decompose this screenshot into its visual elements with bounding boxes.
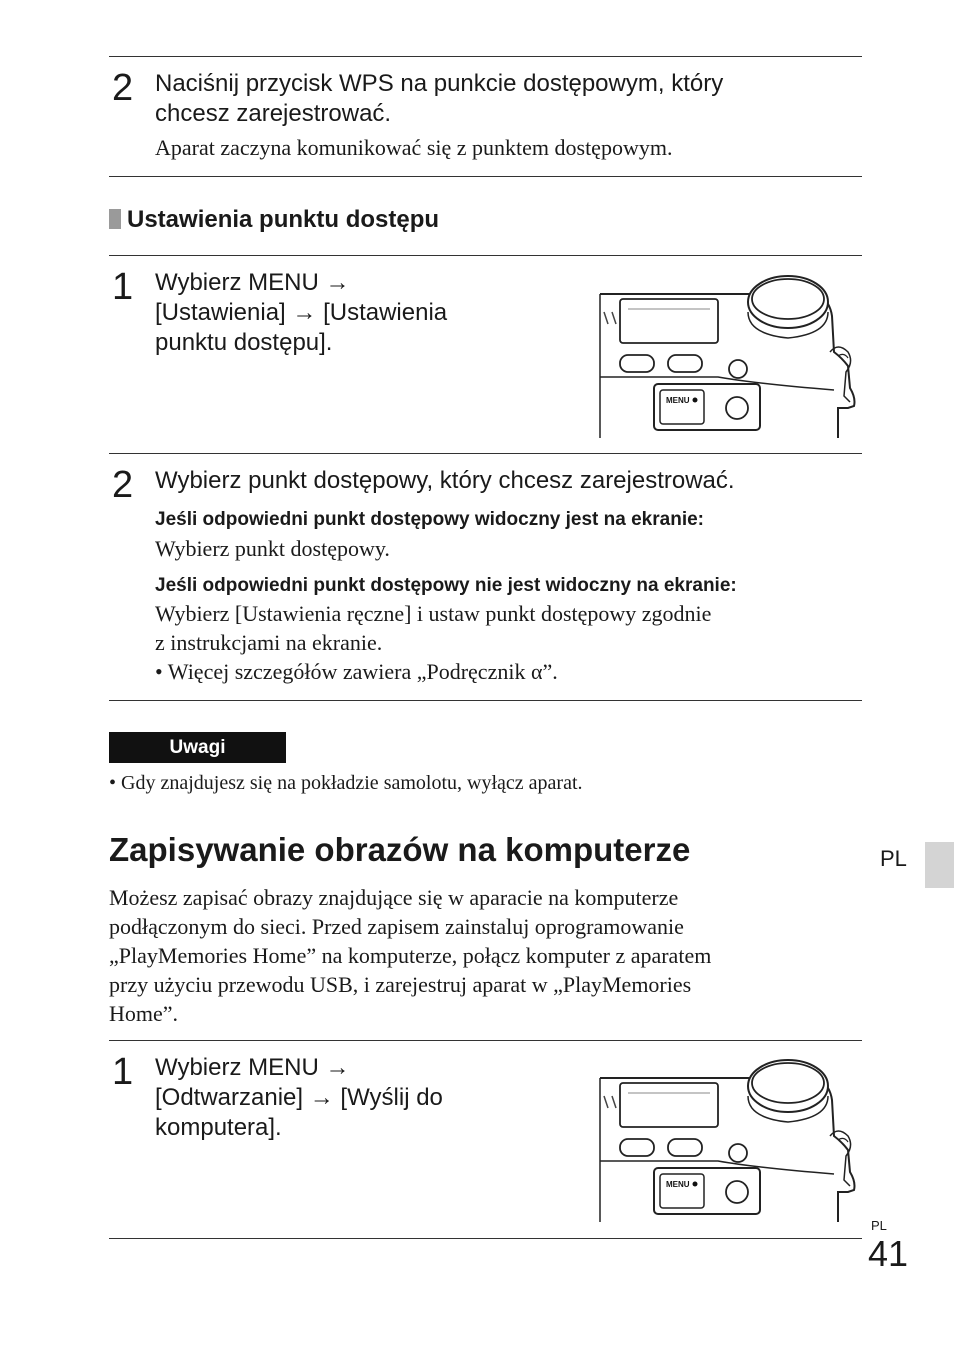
camera-illustration	[598, 272, 860, 438]
step-instruction: Wybierz punkt dostępowy, który chcesz zarejestrować.	[155, 467, 735, 494]
condition-line: Wybierz [Ustawienia ręczne] i ustaw punkt dostępowy zgodnie	[155, 601, 712, 626]
page-language: PL	[871, 1218, 887, 1233]
notes-label: Uwagi	[109, 732, 286, 763]
step-number: 2	[112, 464, 134, 506]
step-text: Wybierz MENU	[155, 1054, 319, 1081]
page-number: 41	[868, 1233, 909, 1274]
section-heading	[109, 205, 439, 235]
section-title: Ustawienia punktu dostępu	[127, 206, 440, 233]
condition-heading: Jeśli odpowiedni punkt dostępowy widoczny jest na ekranie:	[155, 509, 704, 530]
condition-text: Wybierz punkt dostępowy.	[155, 536, 390, 561]
notes-item: • Gdy znajdujesz się na pokładzie samolotu, wyłącz aparat.	[109, 772, 583, 794]
step-text: [Odtwarzanie]	[155, 1084, 304, 1111]
divider-top	[109, 56, 862, 57]
step-line	[155, 1053, 443, 1083]
step-note: Aparat zaczyna komunikować się z punktem dostępowym.	[155, 135, 673, 160]
step-text: [Ustawienia	[323, 299, 448, 326]
step-number: 2	[112, 67, 134, 109]
paragraph-line: podłączonym do sieci. Przed zapisem zainstaluj oprogramowanie	[109, 914, 684, 939]
arrow-icon: →	[292, 299, 317, 326]
condition-line: z instrukcjami na ekranie.	[155, 630, 383, 655]
step-line: komputera].	[155, 1114, 282, 1141]
step-line: chcesz zarejestrować.	[155, 100, 392, 127]
step-line	[155, 1083, 443, 1113]
step-line	[155, 298, 447, 328]
divider	[109, 1040, 862, 1041]
language-tab	[925, 842, 954, 888]
page-title: Zapisywanie obrazów na komputerze	[109, 831, 691, 868]
step-text: Wybierz MENU	[155, 269, 319, 296]
step-instruction	[155, 268, 447, 358]
condition-text	[155, 599, 711, 686]
step-text: [Wyślij do	[340, 1084, 443, 1111]
menu-button-label: MENU	[666, 396, 690, 405]
language-label: PL	[880, 846, 907, 871]
step-text: [Ustawienia]	[155, 299, 286, 326]
condition-heading: Jeśli odpowiedni punkt dostępowy nie jest widoczny na ekranie:	[155, 575, 737, 596]
step-instruction	[155, 69, 723, 129]
step-number: 1	[112, 1051, 134, 1093]
step-instruction	[155, 1053, 443, 1143]
paragraph-line: przy użyciu przewodu USB, i zarejestruj aparat w „PlayMemories	[109, 972, 692, 997]
menu-button-label: MENU	[666, 1180, 690, 1189]
step-line	[155, 268, 447, 298]
paragraph-line: „PlayMemories Home” na komputerze, połącz komputer z aparatem	[109, 943, 712, 968]
bullet-item: • Więcej szczegółów zawiera „Podręcznik α”.	[155, 659, 558, 684]
section-marker	[109, 209, 121, 229]
paragraph-line: Home”.	[109, 1001, 179, 1026]
arrow-icon: →	[325, 269, 350, 296]
intro-paragraph	[109, 883, 711, 1028]
divider	[109, 255, 862, 256]
camera-illustration	[598, 1056, 860, 1222]
divider	[109, 700, 862, 701]
step-line: Naciśnij przycisk WPS na punkcie dostępowym, który	[155, 70, 724, 97]
arrow-icon: →	[325, 1054, 350, 1081]
divider	[109, 176, 862, 177]
divider	[109, 453, 862, 454]
arrow-icon: →	[309, 1084, 334, 1111]
paragraph-line: Możesz zapisać obrazy znajdujące się w aparacie na komputerze	[109, 885, 679, 910]
divider-bottom	[109, 1238, 862, 1239]
step-number: 1	[112, 266, 134, 308]
step-line: punktu dostępu].	[155, 329, 333, 356]
